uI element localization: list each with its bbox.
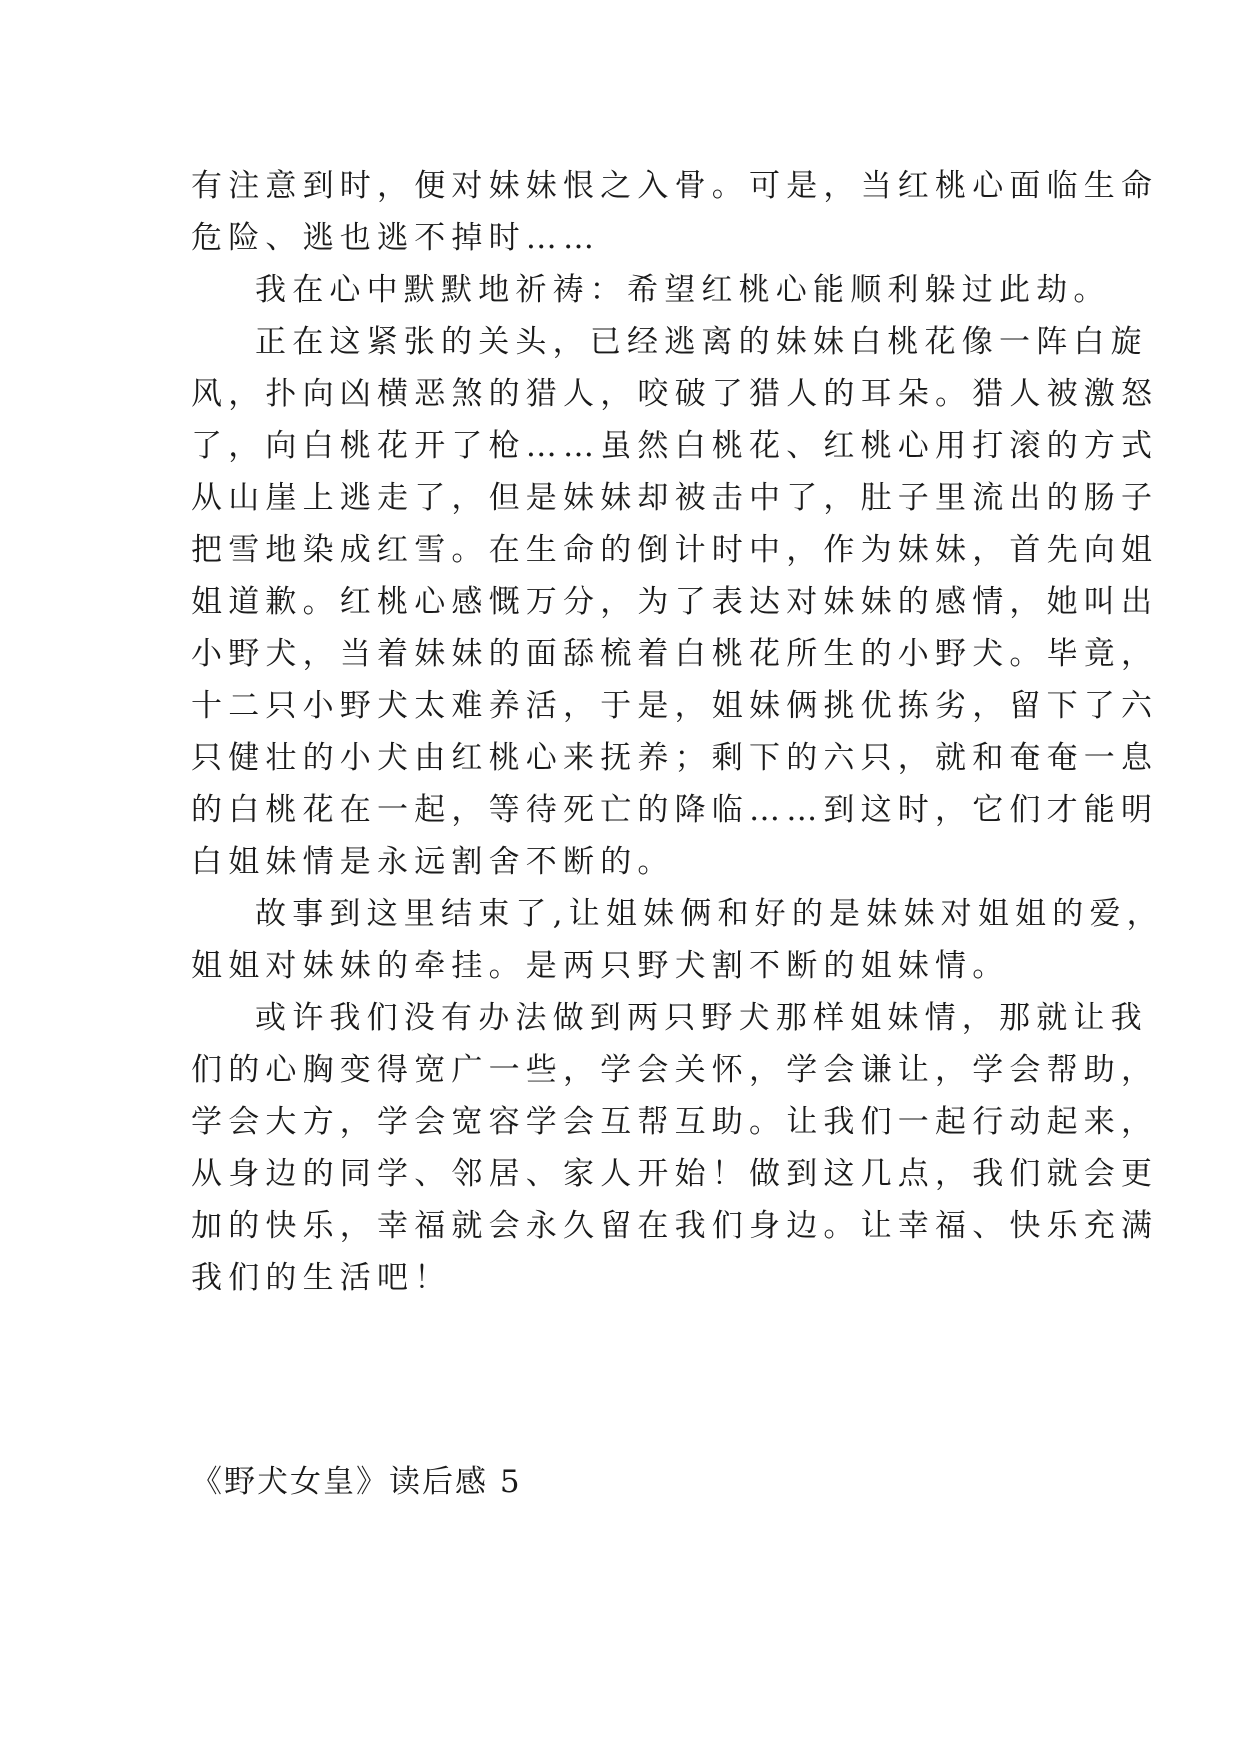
text-line: 只健壮的小犬由红桃心来抚养；剩下的六只，就和奄奄一息: [191, 740, 1159, 776]
text-line: 十二只小野犬太难养活，于是，姐妹俩挑优拣劣，留下了六: [191, 688, 1159, 724]
text-line: 把雪地染成红雪。在生命的倒计时中，作为妹妹，首先向姐: [191, 532, 1159, 568]
paragraph-start-line: 故事到这里结束了,让姐妹俩和好的是妹妹对姐姐的爱，: [255, 896, 1164, 932]
text-line: 了，向白桃花开了枪……虽然白桃花、红桃心用打滚的方式: [191, 428, 1159, 464]
paragraph-start-line: 正在这紧张的关头，已经逃离的妹妹白桃花像一阵白旋: [255, 324, 1148, 360]
text-line: 加的快乐，幸福就会永久留在我们身边。让幸福、快乐充满: [191, 1208, 1159, 1244]
paragraph-start-line: 或许我们没有办法做到两只野犬那样姐妹情，那就让我: [255, 1000, 1148, 1036]
text-line: 的白桃花在一起，等待死亡的降临……到这时，它们才能明: [191, 792, 1159, 828]
document-body: [191, 160, 1164, 1304]
text-line: 有注意到时，便对妹妹恨之入骨。可是，当红桃心面临生命: [191, 168, 1159, 204]
text-line: 姐道歉。红桃心感慨万分，为了表达对妹妹的感情，她叫出: [191, 584, 1159, 620]
paragraph-start-line: 我在心中默默地祈祷：希望红桃心能顺利躲过此劫。: [255, 272, 1111, 308]
section-heading: 《野犬女皇》读后感 5: [191, 1464, 522, 1500]
text-line: 姐姐对妹妹的牵挂。是两只野犬割不断的姐妹情。: [191, 948, 1010, 984]
text-line: 我们的生活吧！: [191, 1260, 452, 1296]
text-line: 们的心胸变得宽广一些，学会关怀，学会谦让，学会帮助，: [191, 1052, 1159, 1088]
text-line: 小野犬，当着妹妹的面舔梳着白桃花所生的小野犬。毕竟，: [191, 636, 1159, 672]
text-line: 从身边的同学、邻居、家人开始！做到这几点，我们就会更: [191, 1156, 1159, 1192]
text-line: 从山崖上逃走了，但是妹妹却被击中了，肚子里流出的肠子: [191, 480, 1159, 516]
text-line: 危险、逃也逃不掉时……: [191, 220, 601, 256]
text-line: 学会大方，学会宽容学会互帮互助。让我们一起行动起来，: [191, 1104, 1159, 1140]
text-line: 风，扑向凶横恶煞的猎人，咬破了猎人的耳朵。猎人被激怒: [191, 376, 1159, 412]
text-line: 白姐妹情是永远割舍不断的。: [191, 844, 675, 880]
